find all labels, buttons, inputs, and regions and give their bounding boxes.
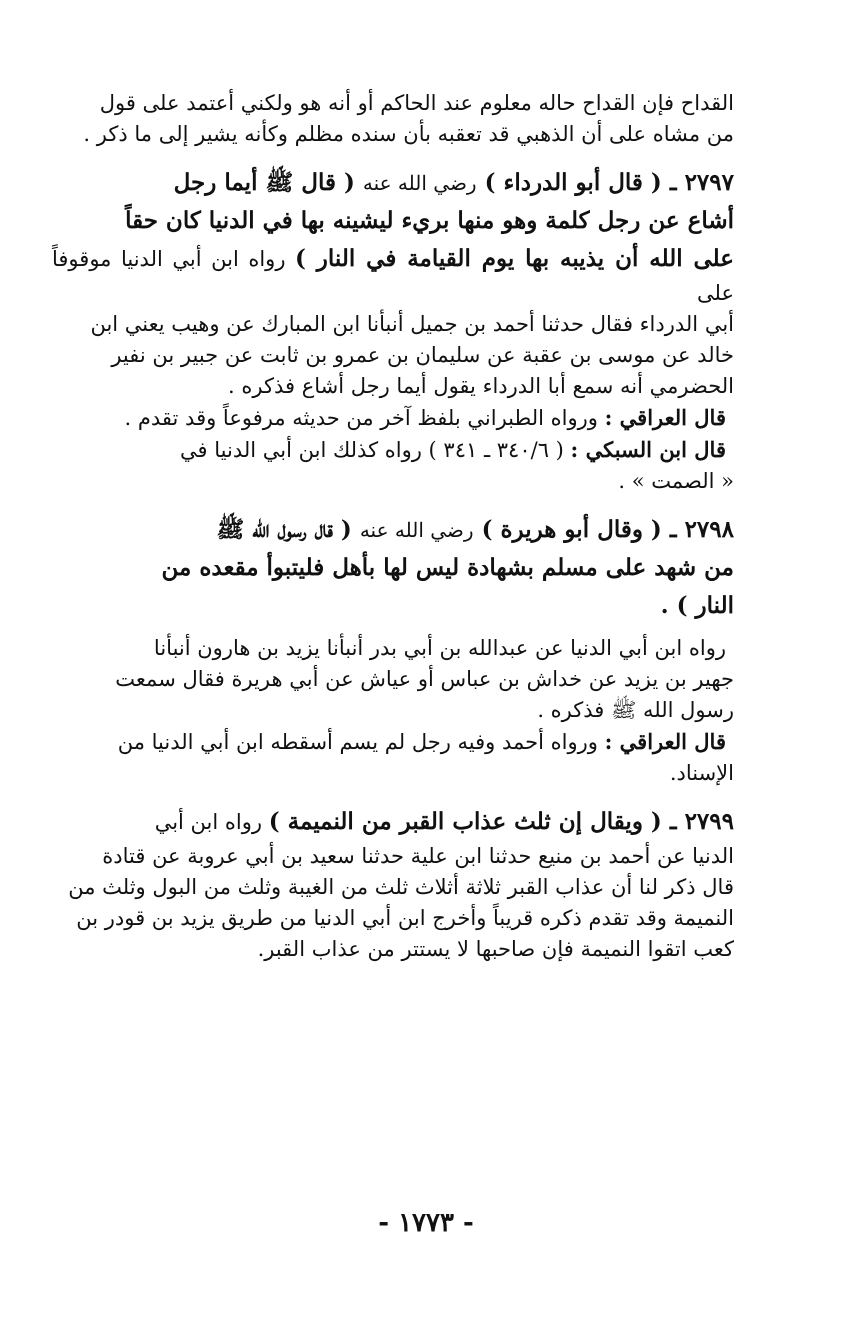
text-line: النميمة وقد تقدم ذكره قريباً وأخرج ابن أبي الدنيا من طريق يزيد بن قودر بن bbox=[76, 906, 734, 930]
text-line bbox=[52, 240, 734, 309]
entry-2799 bbox=[52, 803, 734, 965]
commentator-label: قال العراقي : bbox=[604, 405, 726, 430]
text-line: رسول الله ﷺ فذكره . bbox=[537, 698, 734, 722]
text-line: جهير بن يزيد عن خداش بن عباس أو عياش عن أبي هريرة فقال سمعت bbox=[115, 667, 734, 691]
honorific: رضي الله عنه bbox=[362, 171, 477, 195]
honorific: رضي الله عنه bbox=[359, 518, 474, 542]
commentary-line bbox=[52, 434, 734, 466]
hadith-text: أشاع عن رجل كلمة وهو منها بريء ليشينه بها في الدنيا كان حقاً bbox=[125, 207, 734, 234]
intro-paragraph bbox=[52, 88, 734, 150]
commentary-text: ورواه الطبراني بلفظ آخر من حديثه مرفوعاً وقد تقدم . bbox=[124, 406, 598, 430]
hadith-text: من شهد على مسلم بشهادة ليس لها بأهل فليتبوأ مقعده من bbox=[161, 554, 734, 581]
text-line: الإسناد. bbox=[669, 761, 734, 785]
spacer bbox=[52, 150, 734, 164]
entry-heading bbox=[52, 803, 734, 841]
entry-heading bbox=[52, 511, 734, 549]
spacer bbox=[52, 497, 734, 511]
text-line: الحضرمي أنه سمع أبا الدرداء يقول أيما رجل أشاع فذكره . bbox=[228, 374, 734, 398]
entry-2797 bbox=[52, 164, 734, 497]
commentary-line bbox=[52, 402, 734, 434]
text-line: كعب اتقوا النميمة فإن صاحبها لا يستتر من عذاب القبر. bbox=[257, 937, 734, 961]
text-line: خالد عن موسى بن عقبة عن سليمان بن عمرو بن ثابت عن جبير بن نفير bbox=[111, 343, 734, 367]
text-line: أبي الدرداء فقال حدثنا أحمد بن جميل أنبأنا ابن المبارك عن وهيب يعني ابن bbox=[90, 312, 734, 336]
text-line: القداح فإن القداح حاله معلوم عند الحاكم أو أنه هو ولكني أعتمد على قول bbox=[99, 91, 734, 115]
commentary-line bbox=[52, 726, 734, 758]
hadith-text: على الله أن يذيبه بها يوم القيامة في النار ) bbox=[295, 245, 734, 272]
hadith-text: ( قال ﷺ أيما رجل bbox=[173, 169, 355, 196]
commentary-text: ورواه أحمد وفيه رجل لم يسم أسقطه ابن أبي الدنيا من bbox=[117, 730, 598, 754]
commentary-text: ( ٣٤٠/٦ ـ ٣٤١ ) رواه كذلك ابن أبي الدنيا في bbox=[180, 438, 564, 462]
page-number: - ١٧٧٣ - bbox=[378, 1208, 474, 1238]
entry-number: ٢٧٩٧ ـ ( قال أبو الدرداء ) bbox=[484, 169, 734, 196]
page-body bbox=[52, 88, 734, 965]
entry-title: ٢٧٩٩ ـ ( ويقال إن ثلث عذاب القبر من النميمة ) bbox=[268, 808, 734, 835]
spacer bbox=[52, 625, 734, 633]
text-line: قال ذكر لنا أن عذاب القبر ثلاثة أثلاث ثلث من الغيبة وثلث من البول وثلث من bbox=[68, 875, 734, 899]
commentator-label: قال ابن السبكي : bbox=[570, 437, 726, 462]
entry-number: ٢٧٩٨ ـ ( وقال أبو هريرة ) bbox=[481, 516, 734, 543]
text-line: الدنيا عن أحمد بن منيع حدثنا ابن علية حدثنا سعيد بن أبي عروبة عن قتادة bbox=[102, 844, 734, 868]
text-line: رواه ابن أبي الدنيا عن عبدالله بن أبي بدر أنبأنا يزيد بن هارون أنبأنا bbox=[153, 636, 726, 660]
spacer bbox=[52, 789, 734, 803]
hadith-text: النار ) . bbox=[660, 592, 734, 619]
hadith-text: ( قال رسول الله ﷺ bbox=[216, 516, 352, 543]
source-text: رواه ابن أبي bbox=[154, 810, 263, 834]
entry-2798 bbox=[52, 511, 734, 789]
text-line: من مشاه على أن الذهبي قد تعقبه بأن سنده مظلم وكأنه يشير إلى ما ذكر . bbox=[83, 122, 734, 146]
source-text: رواه ابن أبي الدنيا موقوفاً على bbox=[52, 247, 734, 305]
entry-heading bbox=[52, 164, 734, 202]
text-line: « الصمت » . bbox=[618, 469, 734, 493]
commentator-label: قال العراقي : bbox=[604, 729, 726, 754]
